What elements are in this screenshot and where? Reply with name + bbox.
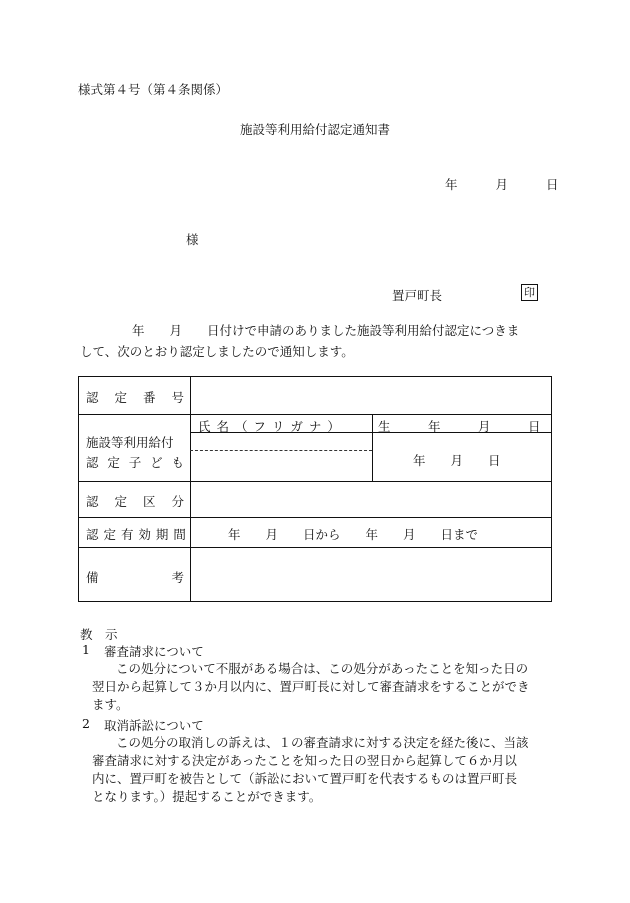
birthdate-value: 年 月 日 — [413, 453, 501, 468]
issue-date — [445, 175, 558, 193]
form-number: 様式第４号（第４条関係） — [78, 82, 229, 97]
section-1-line: 翌日から起算して３か月以内に、置戸町長に対して審査請求をすることができ — [92, 679, 530, 694]
seal-mark: 印 — [521, 284, 538, 301]
label-certification-number: 認 定 番 号 — [86, 390, 184, 405]
document-title: 施設等利用給付認定通知書 — [239, 122, 390, 137]
recipient-honorific: 様 — [186, 232, 199, 247]
date-day-label: 日 — [545, 177, 559, 192]
section-1-number: 1 — [82, 642, 90, 657]
certification-table — [78, 376, 552, 602]
section-2-line: 内に、置戸町を被告として（訴訟において置戸町を代表するものは置戸町長 — [92, 771, 518, 786]
name-furigana-header: 氏 名 （ フ リ ガ ナ ） — [198, 419, 341, 434]
row-divider — [79, 517, 551, 518]
sender-name: 置戸町長 — [392, 288, 443, 303]
label-certification-category: 認 定 区 分 — [86, 494, 184, 509]
date-year-label: 年 — [445, 177, 458, 192]
section-2-body — [92, 734, 554, 806]
intro-text — [80, 320, 556, 362]
section-1-line: この処分について不服がある場合は、この処分があったことを知った日の — [116, 661, 529, 676]
section-2-line: 審査請求に対する決定があったことを知った日の翌日から起算して６か月以 — [92, 753, 517, 768]
furigana-dash-line — [190, 450, 372, 451]
section-1-body — [92, 660, 554, 714]
section-1-title: 審査請求について — [104, 644, 204, 659]
label-certified-child-line2: 認 定 子 ど も — [86, 455, 184, 470]
row-divider — [79, 481, 551, 482]
intro-line-2: して、次のとおり認定しましたので通知します。 — [80, 344, 354, 359]
date-month-label: 月 — [495, 177, 508, 192]
label-certified-child — [79, 433, 191, 471]
instructions-heading: 教 示 — [80, 627, 118, 642]
birthdate-header: 生 年 月 日 — [378, 419, 541, 434]
row-divider — [79, 414, 551, 415]
intro-line-1: 年 月 日付けで申請のありました施設等利用給付認定につきま — [132, 323, 520, 338]
section-2-number: 2 — [82, 716, 90, 731]
name-birth-divider — [372, 414, 373, 481]
label-remarks: 備 考 — [86, 570, 184, 585]
label-validity-period: 認 定 有 効 期 間 — [86, 527, 187, 542]
row-divider — [79, 547, 551, 548]
section-2-title: 取消訴訟について — [104, 718, 204, 733]
section-1-line: ます。 — [92, 697, 129, 712]
label-certified-child-line1: 施設等利用給付 — [86, 435, 174, 450]
validity-period-value: 年 月 日から 年 月 日まで — [228, 527, 479, 542]
section-2-line: この処分の取消しの訴えは、１の審査請求に対する決定を経た後に、当該 — [116, 735, 529, 750]
section-2-line: となります。）提起することができます。 — [92, 789, 322, 804]
